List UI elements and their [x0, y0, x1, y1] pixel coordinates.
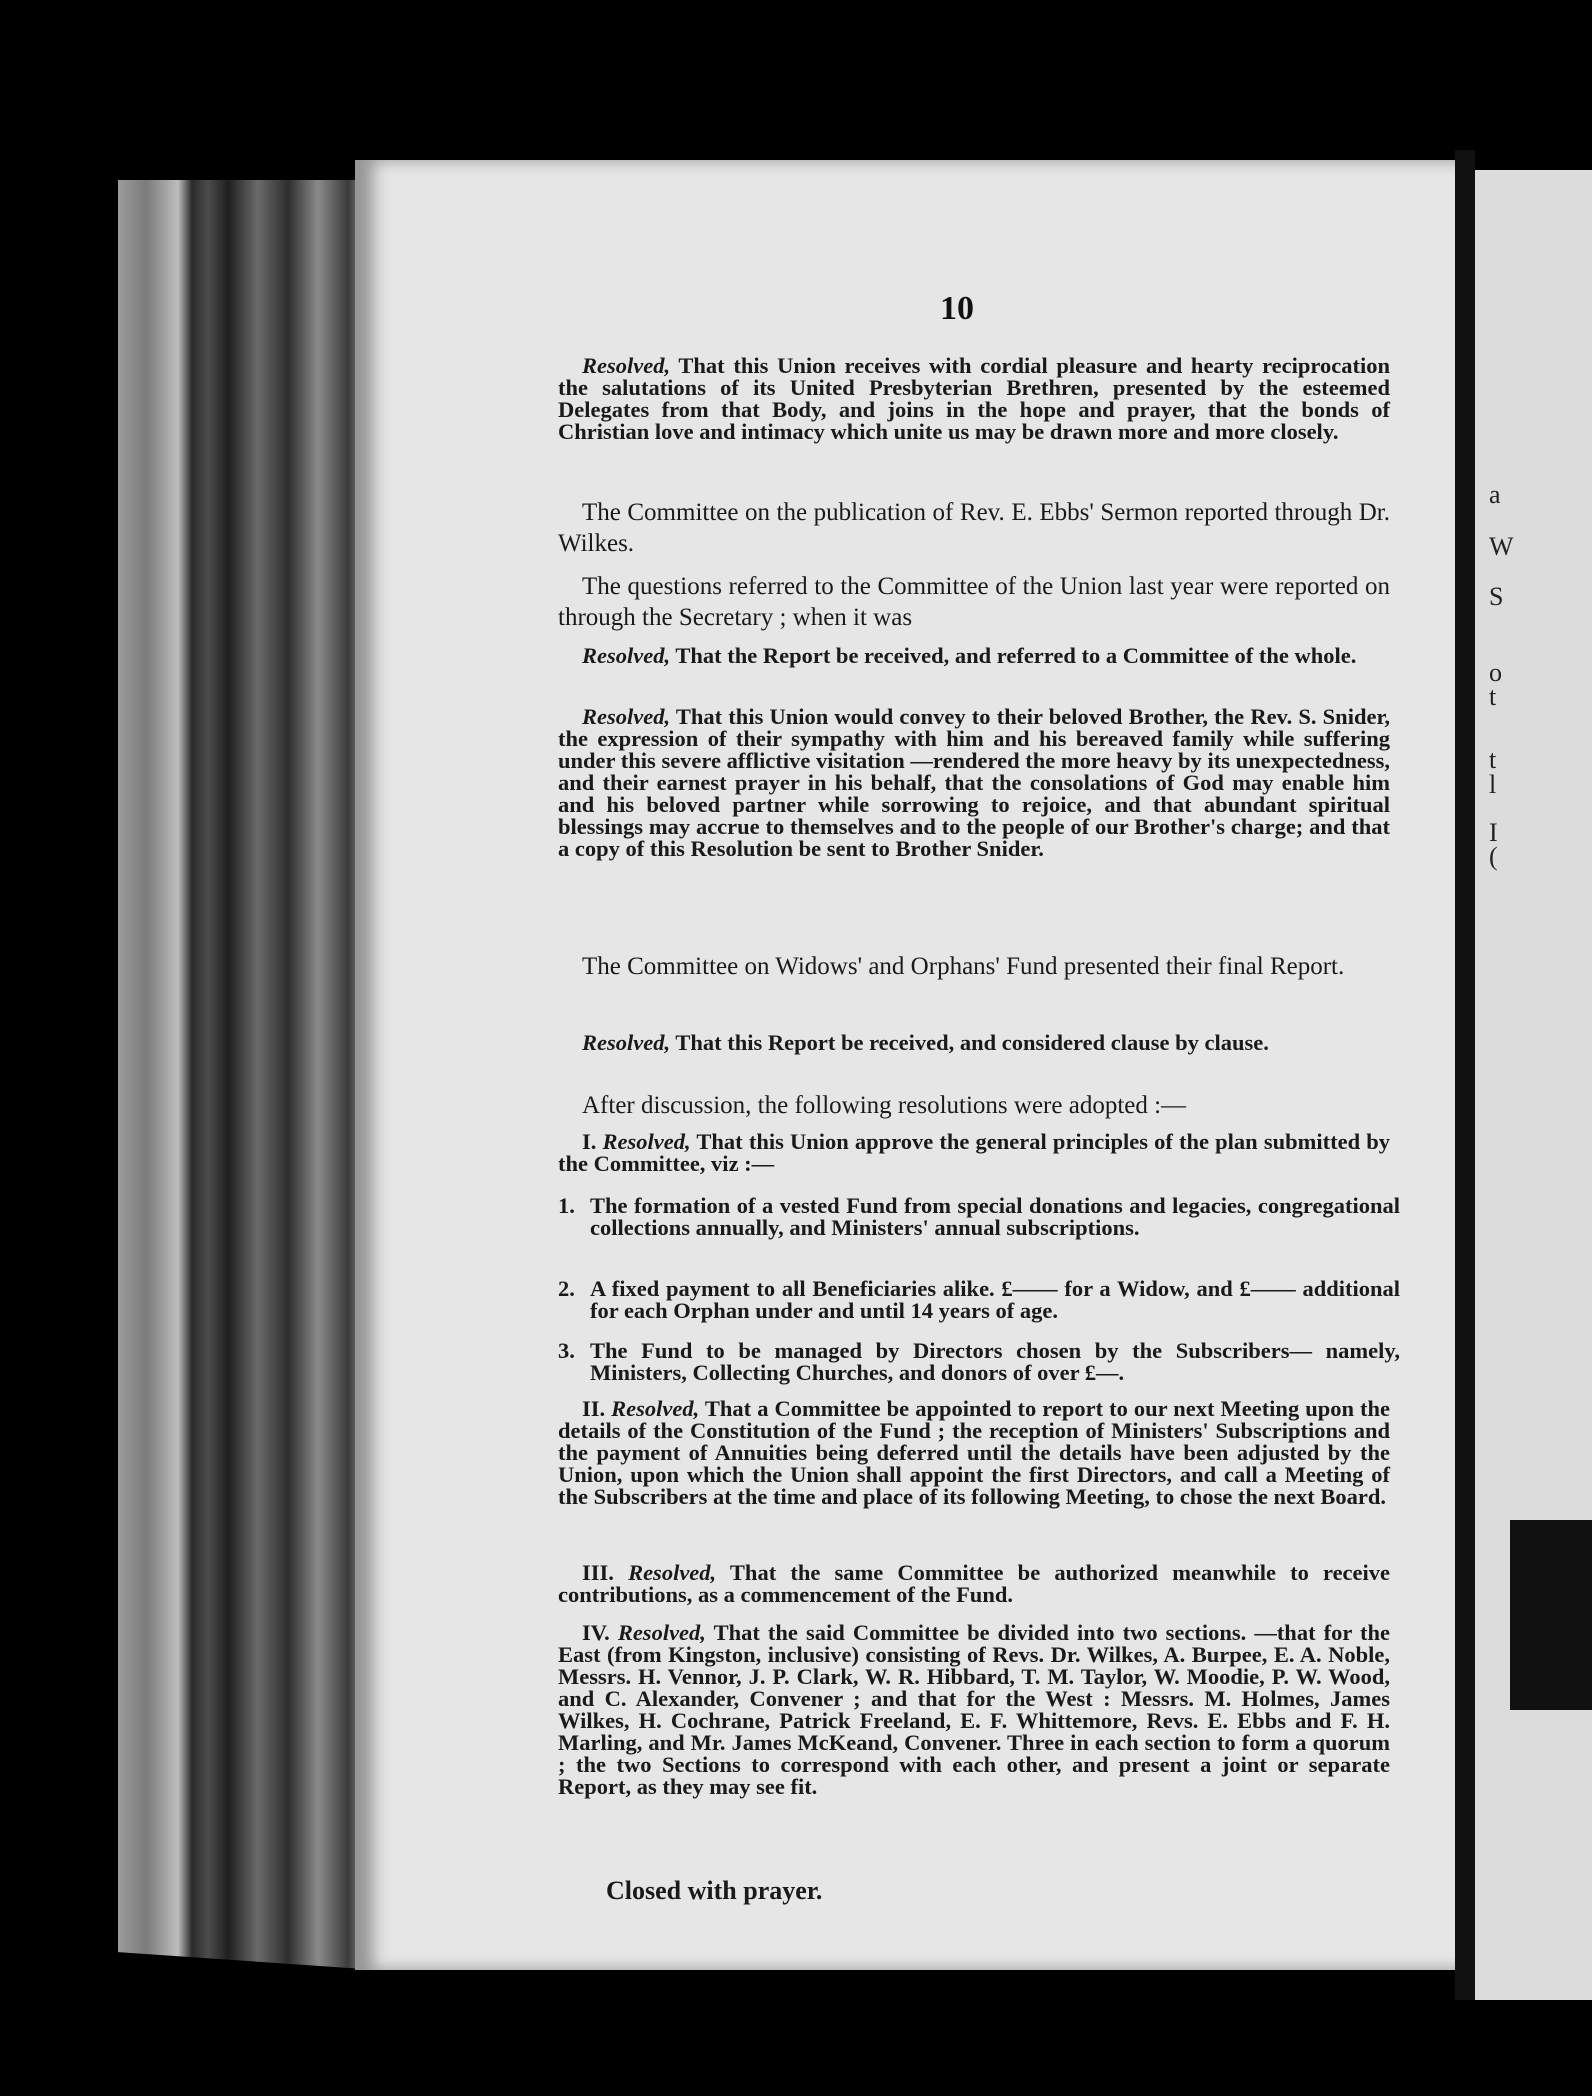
fragment: I: [1489, 818, 1498, 847]
resolution-paragraph: [558, 706, 1390, 860]
fragment: S: [1489, 582, 1504, 611]
paragraph: [558, 1090, 1390, 1121]
list-item: [558, 1195, 1400, 1239]
paragraph-text: That the same Committee be authorized meanwhile to receive contributions, as a commencement of the Fund.: [558, 1560, 1391, 1607]
resolution-paragraph: [558, 1398, 1390, 1508]
item-number: 3.: [558, 1338, 575, 1363]
resolution-paragraph: [558, 1622, 1390, 1798]
resolution-paragraph: [558, 1131, 1390, 1175]
paragraph-text: That this Union would convey to their beloved Brother, the Rev. S. Snider, the expression of their sympathy with him and his bereaved family while suffering under this severe afflictive visitation —rendered the more heavy by its unexpectedness, and their earnest prayer in his behalf, that the consolations of God may enable him and his beloved partner while sorrowing to rejoice, and that abundant spiritual blessings may accrue to themselves and to the people of our Brother's charge; and that a copy of this Resolution be sent to Brother Snider.: [558, 704, 1390, 861]
resolved-lead: Resolved,: [582, 704, 671, 729]
resolution-number: II.: [582, 1396, 606, 1421]
paragraph-text: That this Union approve the general principles of the plan submitted by the Committee, viz :—: [558, 1129, 1390, 1176]
paragraph-text: That this Union receives with cordial pleasure and hearty reciprocation the salutations of its United Presbyterian Brethren, presented by the esteemed Delegates from that Body, and joins in the hope and prayer, that the bonds of Christian love and intimacy which unite us may be drawn more and more closely.: [558, 353, 1390, 444]
resolved-lead: Resolved,: [611, 1396, 700, 1421]
paragraph-text: The questions referred to the Committee of the Union last year were reported on through the Secretary ; when it was: [558, 573, 1390, 631]
page-number: 10: [940, 290, 974, 327]
paragraph-text: The Committee on the publication of Rev. E. Ebbs' Sermon reported through Dr. Wilkes.: [558, 499, 1390, 557]
book-page-edges: [118, 180, 378, 1970]
fragment: a: [1489, 480, 1501, 509]
resolved-lead: Resolved,: [582, 643, 671, 668]
paragraph-text: The Committee on Widows' and Orphans' Fund presented their final Report.: [582, 953, 1345, 980]
dark-bar: [1510, 1520, 1592, 1710]
resolved-lead: Resolved,: [602, 1129, 691, 1154]
list-item: [558, 1278, 1400, 1322]
resolved-lead: Resolved,: [582, 353, 671, 378]
resolution-number: I.: [582, 1129, 597, 1154]
resolution-number: IV.: [582, 1620, 610, 1645]
fragment: W: [1489, 532, 1514, 561]
paragraph: [558, 571, 1390, 633]
paragraph-text: That a Committee be appointed to report to our next Meeting upon the details of the Constitution of the Fund ; the reception of Ministers' Subscriptions and the payment of Annuities being deferred until the details have been adjusted by the Union, upon which the Union shall appoint the first Directors, and call a Meeting of the Subscribers at the time and place of its following Meeting, to chose the next Board.: [558, 1396, 1391, 1509]
item-text: The Fund to be managed by Directors chosen by the Subscribers— namely, Ministers, Collecting Churches, and donors of over £—.: [590, 1338, 1400, 1385]
paragraph: [558, 951, 1390, 982]
resolution-paragraph: [558, 1032, 1390, 1054]
fragment: t: [1489, 682, 1497, 711]
paragraph-text: That this Report be received, and considered clause by clause.: [675, 1030, 1269, 1055]
item-text: A fixed payment to all Beneficiaries alike. £—— for a Widow, and £—— additional for each Orphan under and until 14 years of age.: [590, 1276, 1400, 1323]
paragraph-text: That the Report be received, and referred to a Committee of the whole.: [675, 643, 1357, 668]
paragraph-text: That the said Committee be divided into two sections. —that for the East (from Kingston, inclusive) consisting of Revs. Dr. Wilkes, A. Burpee, E. A. Noble, Messrs. H. Vennor, J. P. Clark, W. R. Hibbard, T. M. Taylor, W. Moodie, P. W. Wood, and C. Alexander, Convener ; and that for the West : Messrs. M. Holmes, James Wilkes, H. Cochrane, Patrick Freeland, E. F. Whittemore, Revs. E. Ebbs and F. H. Marling, and Mr. James McKeand, Convener. Three in each section to form a quorum ; the two Sections to correspond with each other, and present a joint or separate Report, as they may see fit.: [558, 1620, 1391, 1799]
page-gutter: [1455, 150, 1475, 2000]
item-number: 1.: [558, 1193, 575, 1218]
fragment: l: [1489, 770, 1497, 799]
fragment: t: [1489, 745, 1497, 774]
fragment: o: [1489, 658, 1502, 687]
list-item: [558, 1340, 1400, 1384]
item-text: The formation of a vested Fund from special donations and legacies, congregational collections annually, and Ministers' annual subscriptions.: [590, 1193, 1400, 1240]
resolved-lead: Resolved,: [628, 1560, 717, 1585]
resolved-lead: Resolved,: [617, 1620, 706, 1645]
paragraph: [558, 497, 1390, 559]
fragment: (: [1489, 842, 1498, 871]
closing-line: Closed with prayer.: [606, 1876, 823, 1905]
adjacent-page-edge: [1475, 170, 1592, 2000]
resolved-lead: Resolved,: [582, 1030, 671, 1055]
resolution-paragraph: [558, 355, 1390, 443]
resolution-paragraph: [558, 1562, 1390, 1606]
item-number: 2.: [558, 1276, 575, 1301]
resolution-paragraph: [558, 645, 1390, 667]
paragraph-text: After discussion, the following resolutions were adopted :—: [582, 1092, 1187, 1119]
resolution-number: III.: [582, 1560, 614, 1585]
